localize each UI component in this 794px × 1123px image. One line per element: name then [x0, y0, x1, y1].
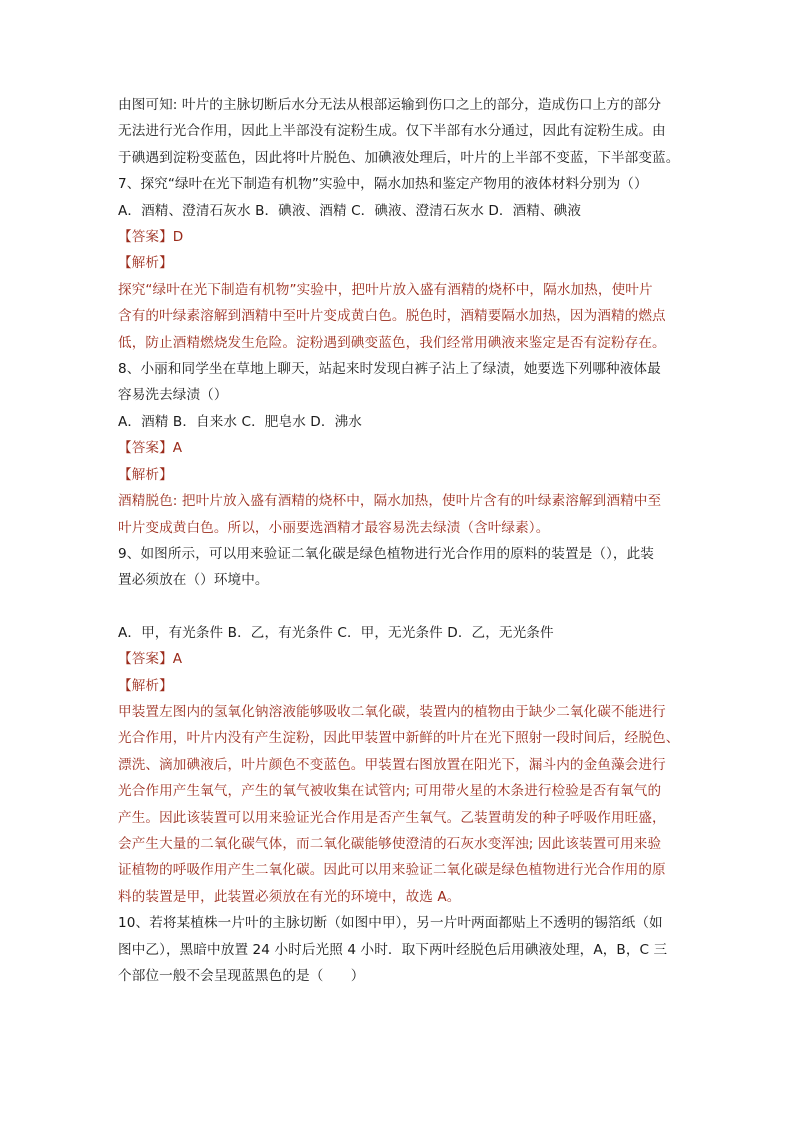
question-text: 9、如图所示，可以用来验证二氧化碳是绿色植物进行光合作用的原料的装置是（），此装 — [118, 545, 655, 562]
analysis-line: 产生。因此该装置可以用来验证光合作用是否产生氧气。乙装置萌发的种子呼吸作用旺盛， — [118, 809, 666, 826]
document-page — [118, 92, 680, 989]
question-text: 个部位一般不会呈现蓝黑色的是（ ） — [118, 968, 365, 984]
question-7 — [118, 171, 680, 356]
question-options: A．甲，有光条件 B．乙，有光条件 C．甲，无光条件 D．乙，无光条件 — [118, 624, 554, 641]
analysis-label: 【解析】 — [118, 677, 173, 694]
question-10 — [118, 910, 680, 989]
answer-label: 【答案】A — [118, 651, 183, 668]
question-9 — [118, 541, 680, 910]
question-text: 图中乙），黑暗中放置 24 小时后光照 4 小时．取下两叶经脱色后用碘液处理，A，B，C 三 — [118, 941, 668, 958]
figure-placeholder — [118, 594, 680, 620]
answer-label: 【答案】D — [118, 229, 184, 246]
analysis-line: 光合作用，叶片内没有产生淀粉，因此甲装置中新鲜的叶片在光下照射一段时间后，经脱色、 — [118, 730, 680, 747]
analysis-line: 光合作用产生氧气，产生的氧气被收集在试管内; 可用带火星的木条进行检验是否有氧气的 — [118, 783, 662, 800]
analysis-line: 酒精脱色: 把叶片放入盛有酒精的烧杯中，隔水加热，使叶片含有的叶绿素溶解到酒精中至 — [118, 493, 662, 510]
analysis-line: 叶片变成黄白色。所以，小丽要选酒精才最容易洗去绿渍（含叶绿素）。 — [118, 519, 550, 536]
intro-line: 于碘遇到淀粉变蓝色，因此将叶片脱色、加碘液处理后，叶片的上半部不变蓝，下半部变蓝。 — [118, 149, 680, 166]
answer-label: 【答案】A — [118, 440, 183, 457]
question-text: 8、小丽和同学坐在草地上聊天，站起来时发现白裤子沾上了绿渍，她要选下列哪种液体最 — [118, 361, 661, 378]
analysis-line: 证植物的呼吸作用产生二氧化碳。因此可以用来验证二氧化碳是绿色植物进行光合作用的原 — [118, 862, 666, 879]
analysis-line: 漂洗、滴加碘液后，叶片颜色不变蓝色。甲装置右图放置在阳光下，漏斗内的金鱼藻会进行 — [118, 756, 666, 773]
question-text: 容易洗去绿渍（） — [118, 387, 228, 404]
question-8 — [118, 356, 680, 541]
intro-line: 由图可知: 叶片的主脉切断后水分无法从根部运输到伤口之上的部分，造成伤口上方的部分 — [118, 97, 662, 113]
question-options: A．酒精 B．自来水 C．肥皂水 D．沸水 — [118, 413, 362, 430]
question-text: 10、若将某植株一片叶的主脉切断（如图中甲），另一片叶两面都贴上不透明的锡箔纸（如 — [118, 915, 663, 932]
question-text: 置必须放在（）环境中。 — [118, 572, 269, 589]
intro-paragraph — [118, 92, 680, 171]
analysis-line: 探究“绿叶在光下制造有机物”实验中，把叶片放入盛有酒精的烧杯中，隔水加热，使叶片 — [118, 281, 653, 298]
analysis-line: 低，防止酒精燃烧发生危险。淀粉遇到碘变蓝色，我们经常用碘液来鉴定是否有淀粉存在。 — [118, 334, 666, 351]
analysis-line: 料的装置是甲，此装置必须放在有光的环境中，故选 A。 — [118, 888, 461, 905]
analysis-line: 甲装置左图内的氢氧化钠溶液能够吸收二氧化碳，装置内的植物由于缺少二氧化碳不能进行 — [118, 703, 666, 720]
analysis-line: 会产生大量的二氧化碳气体，而二氧化碳能够使澄清的石灰水变浑浊; 因此该装置可用来验 — [118, 835, 662, 852]
question-options: A．酒精、澄清石灰水 B．碘液、酒精 C．碘液、澄清石灰水 D．酒精、碘液 — [118, 202, 582, 219]
analysis-line: 含有的叶绿素溶解到酒精中至叶片变成黄白色。脱色时，酒精要隔水加热，因为酒精的燃点 — [118, 308, 666, 325]
intro-line: 无法进行光合作用，因此上半部没有淀粉生成。仅下半部有水分通过，因此有淀粉生成。由 — [118, 123, 666, 140]
analysis-label: 【解析】 — [118, 466, 173, 483]
question-text: 7、探究“绿叶在光下制造有机物”实验中，隔水加热和鉴定产物用的液体材料分别为（） — [118, 176, 648, 193]
analysis-label: 【解析】 — [118, 255, 173, 272]
